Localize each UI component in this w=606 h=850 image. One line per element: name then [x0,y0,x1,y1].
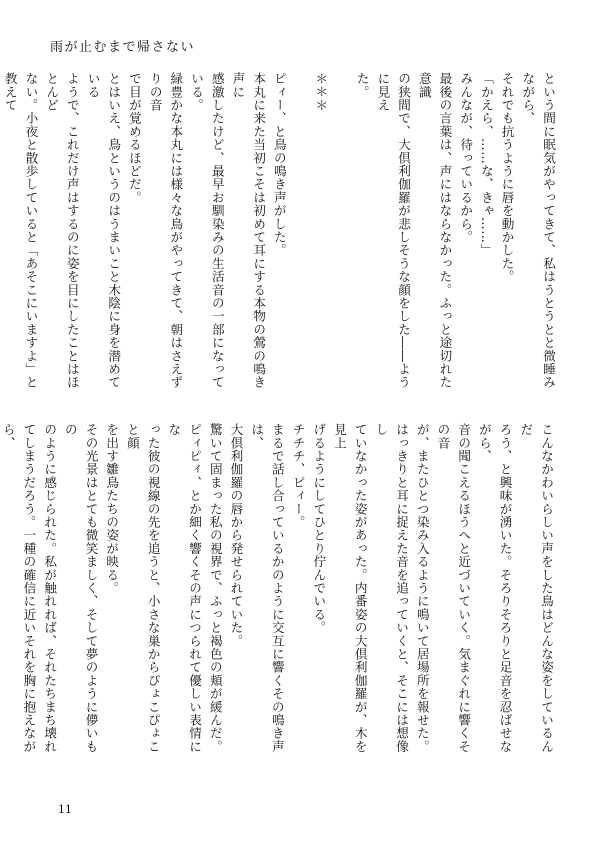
text-line: 大倶利伽羅の唇から発せられていた。 [228,423,244,648]
text-line: ろう、と興味が湧いた。そろりそろりと足音を忍ばせながら、 [476,423,513,753]
text-line: た。 [354,72,370,99]
text-line: こんなかわいらしい声をした鳥はどんな姿をしているんだ [518,423,554,753]
text-line: 驚いて固まった私の視界で、ふっと褐色の頬が緩んだ。 [207,423,223,753]
text-line: という間に眠気がやってきて、私はうとうとと微睡みながら、 [520,72,556,389]
text-line: ない。小夜と散歩していると「あそこにいますよ」と教えて [2,72,39,389]
running-title: 雨が止むまで帰さない [50,40,196,55]
text-line: 最後の言葉は、声にはならなかった。ふっと途切れた意識 [416,72,453,389]
text-line: チチチ、ピィー。 [290,423,306,529]
text-line: まるで話し合っているかのように交互に響くその鳴き声は、 [249,423,285,753]
text-line [289,72,310,390]
text-line: のように感じられた。私が触れれば、それたちまち壊れ [42,423,58,753]
text-line: が、またひとつ染み入るように鳴いて居場所を報せた。 [414,423,430,753]
text-line: それでも抗うように唇を動かした。 [499,72,515,284]
text-line: 本丸に来た当初こそは初めて耳にする本物の鶯の鳴き声に [230,72,267,389]
text-line: った彼の視線の先を追うと、小さな巣からぴょこぴょこと顔 [124,423,161,753]
text-line: ピィピィ、とか細く響くその声につられて優しい表情にな [166,423,203,753]
text-line: ＊＊＊ [313,72,329,112]
text-line: みんなが、待っているから。 [458,72,474,244]
text-line: 感激したけど、最早お馴染みの生活音の一部になっている。 [189,72,225,389]
text-block-bottom [0,423,556,758]
text-line: ようで、これだけ声はするのに姿を目にしたことはほとんど [44,72,80,389]
text-line: 緑豊かな本丸には様々な鳥がやってきて、朝はさえずりの音 [147,72,184,389]
text-line: で目が覚めるほどだ。 [126,72,142,204]
text-line: を出す雛鳥たちの姿が映る。 [104,423,120,595]
text-line: はっきりと耳に捉えた音を追っていくと、そこには想像し [373,423,410,753]
text-block-top [2,72,558,390]
text-line: 「かえら、……な、きゃ……」 [478,72,494,257]
text-line: とはいえ、鳥というのはうまいこと木陰に身を潜めている [85,72,122,389]
text-line: げるようにしてひとり佇んでいる。 [311,423,327,635]
page-number: 11 [58,803,72,816]
text-line: その光景はとても微笑ましく、そして夢のように儚いもの [62,423,99,753]
text-line: ピィー、と鳥の鳴き声がした。 [271,72,287,257]
text-line: てしまうだろう。一種の確信に近いそれを胸に抱えながら、 [0,423,37,753]
text-line: 音の聞こえるほうへと近づいていく。気まぐれに響くその音 [435,423,472,753]
text-line: の狭間で、大倶利伽羅が悲しそうな顔をした――ように見え [375,72,412,389]
text-line: ていなかった姿があった。内番姿の大倶利伽羅が、木を見上 [331,423,368,753]
text-line [330,72,351,390]
